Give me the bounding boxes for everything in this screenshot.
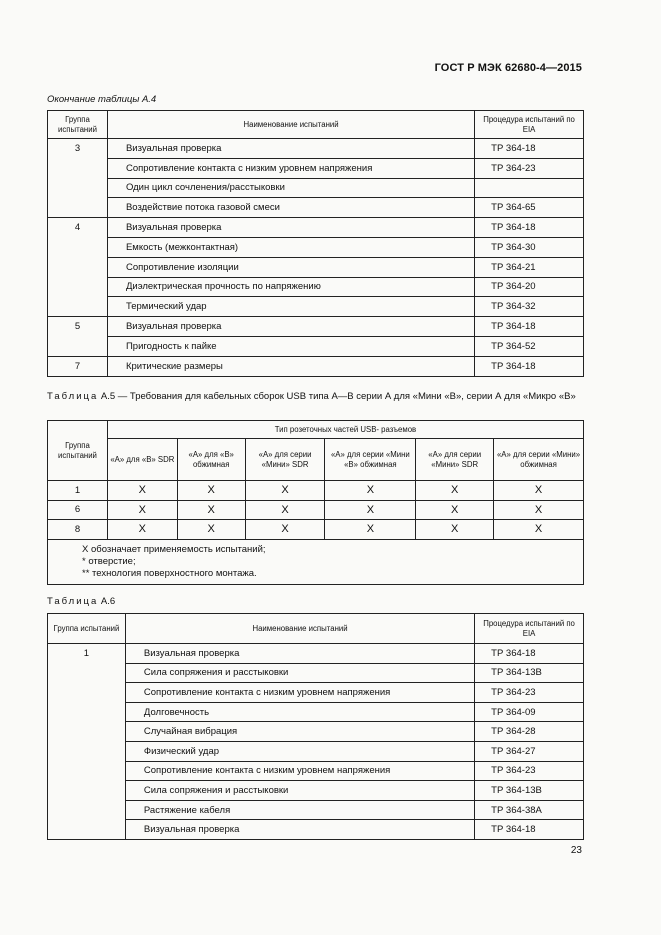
group-cell (48, 178, 108, 198)
table-row (48, 644, 584, 664)
table-a6 (47, 613, 584, 840)
group-cell (48, 257, 108, 277)
table-a6-header-proc: Процедура испытаний по EIA (475, 614, 584, 644)
procedure-cell: ТР 364-18 (475, 644, 584, 664)
applicability-mark: Х (107, 500, 177, 520)
table-a4-caption: Окончание таблицы А.4 (47, 94, 157, 105)
applicability-mark: Х (177, 520, 245, 540)
test-name-cell: Физический удар (125, 741, 474, 761)
group-cell: 1 (48, 481, 108, 501)
applicability-mark: Х (177, 500, 245, 520)
test-name-cell: Пригодность к пайке (107, 336, 474, 356)
group-cell (48, 741, 126, 761)
group-cell (48, 336, 108, 356)
table-a5-subheader: «А» для «В» обжимная (177, 439, 245, 481)
applicability-mark: Х (416, 500, 494, 520)
test-name-cell: Сила сопряжения и расстыковки (125, 781, 474, 801)
applicability-mark: Х (325, 481, 416, 501)
procedure-cell (475, 178, 584, 198)
test-name-cell: Критические размеры (107, 356, 474, 376)
table-row (48, 761, 584, 781)
test-name-cell: Сопротивление изоляции (107, 257, 474, 277)
procedure-cell: ТР 364-23 (475, 683, 584, 703)
note-line: ** технология поверхностного монтажа. (82, 567, 257, 579)
group-cell (48, 800, 126, 820)
group-cell (48, 277, 108, 297)
test-name-cell: Диэлектрическая прочность по напряжению (107, 277, 474, 297)
test-name-cell: Случайная вибрация (125, 722, 474, 742)
table-row (48, 500, 584, 520)
procedure-cell: ТР 364-52 (475, 336, 584, 356)
group-cell (48, 683, 126, 703)
table-row (48, 139, 584, 159)
table-row (48, 158, 584, 178)
group-cell (48, 237, 108, 257)
table-row (48, 178, 584, 198)
applicability-mark: Х (177, 481, 245, 501)
procedure-cell: ТР 364-18 (475, 218, 584, 238)
table-row (48, 297, 584, 317)
table-a4 (47, 110, 584, 377)
table-a4-header-proc: Процедура испытаний по EIA (475, 111, 584, 139)
table-a4-header-group: Группа испытаний (48, 111, 108, 139)
table-a5-notes (48, 539, 584, 584)
test-name-cell: Емкость (межконтактная) (107, 237, 474, 257)
applicability-mark: Х (107, 520, 177, 540)
test-name-cell: Визуальная проверка (107, 218, 474, 238)
table-a5-subheader: «А» для серии «Мини» SDR (416, 439, 494, 481)
test-name-cell: Визуальная проверка (125, 820, 474, 840)
procedure-cell: ТР 364-18 (475, 317, 584, 337)
procedure-cell: ТР 364-30 (475, 237, 584, 257)
test-name-cell: Долговечность (125, 702, 474, 722)
procedure-cell: ТР 364-23 (475, 761, 584, 781)
group-cell: 6 (48, 500, 108, 520)
table-row (48, 481, 584, 501)
group-cell (48, 663, 126, 683)
procedure-cell: ТР 364-65 (475, 198, 584, 218)
test-name-cell: Сопротивление контакта с низким уровнем напряжения (125, 761, 474, 781)
procedure-cell: ТР 364-13В (475, 663, 584, 683)
test-name-cell: Термический удар (107, 297, 474, 317)
table-row (48, 218, 584, 238)
table-row (48, 820, 584, 840)
group-cell (48, 158, 108, 178)
applicability-mark: Х (494, 500, 584, 520)
table-row (48, 800, 584, 820)
group-cell: 4 (48, 218, 108, 238)
procedure-cell: ТР 364-32 (475, 297, 584, 317)
table-row (48, 317, 584, 337)
table-a5-subheader: «А» для серии «Мини «В» обжимная (325, 439, 416, 481)
table-row (48, 781, 584, 801)
note-line: * отверстие; (82, 555, 136, 567)
table-row (48, 356, 584, 376)
test-name-cell: Сопротивление контакта с низким уровнем напряжения (125, 683, 474, 703)
table-a5-caption-label: Таблица (47, 391, 99, 402)
procedure-cell: ТР 364-28 (475, 722, 584, 742)
procedure-cell: ТР 364-23 (475, 158, 584, 178)
table-row (48, 277, 584, 297)
test-name-cell: Один цикл сочленения/расстыковки (107, 178, 474, 198)
procedure-cell: ТР 364-38А (475, 800, 584, 820)
table-a6-caption-text: А.6 (98, 596, 116, 607)
applicability-mark: Х (416, 520, 494, 540)
applicability-mark: Х (245, 500, 325, 520)
procedure-cell: ТР 364-13В (475, 781, 584, 801)
table-a6-caption-label: Таблица (47, 596, 99, 607)
table-a5-caption (47, 390, 584, 403)
test-name-cell: Визуальная проверка (107, 139, 474, 159)
table-row (48, 683, 584, 703)
table-row (48, 722, 584, 742)
table-a5-subheader: «А» для «В» SDR (107, 439, 177, 481)
applicability-mark: Х (325, 500, 416, 520)
group-cell (48, 781, 126, 801)
test-name-cell: Визуальная проверка (107, 317, 474, 337)
group-cell: 5 (48, 317, 108, 337)
table-row (48, 257, 584, 277)
table-a5 (47, 420, 584, 585)
procedure-cell: ТР 364-18 (475, 820, 584, 840)
table-row (48, 237, 584, 257)
table-row (48, 663, 584, 683)
applicability-mark: Х (325, 520, 416, 540)
group-cell: 1 (48, 644, 126, 664)
procedure-cell: ТР 364-09 (475, 702, 584, 722)
group-cell (48, 198, 108, 218)
group-cell: 7 (48, 356, 108, 376)
table-a5-subheader: «А» для серии «Мини» обжимная (494, 439, 584, 481)
applicability-mark: Х (494, 520, 584, 540)
table-row (48, 520, 584, 540)
group-cell (48, 297, 108, 317)
table-a5-header-type: Тип розеточных частей USB- разъемов (107, 421, 583, 439)
table-row (48, 741, 584, 761)
applicability-mark: Х (416, 481, 494, 501)
test-name-cell: Воздействие потока газовой смеси (107, 198, 474, 218)
procedure-cell: ТР 364-18 (475, 356, 584, 376)
table-a5-caption-text: А.5 — Требования для кабельных сборок USB типа А—В серии А для «Мини «В», серии А для «Микро «В» (98, 391, 576, 402)
test-name-cell: Сопротивление контакта с низким уровнем напряжения (107, 158, 474, 178)
procedure-cell: ТР 364-21 (475, 257, 584, 277)
table-a6-caption (47, 596, 115, 607)
table-a4-header-name: Наименование испытаний (107, 111, 474, 139)
test-name-cell: Растяжение кабеля (125, 800, 474, 820)
table-a5-header-group: Группа испытаний (48, 421, 108, 481)
group-cell (48, 722, 126, 742)
procedure-cell: ТР 364-20 (475, 277, 584, 297)
table-a6-header-name: Наименование испытаний (125, 614, 474, 644)
table-row (48, 336, 584, 356)
table-a6-header-group: Группа испытаний (48, 614, 126, 644)
applicability-mark: Х (107, 481, 177, 501)
group-cell: 3 (48, 139, 108, 159)
procedure-cell: ТР 364-27 (475, 741, 584, 761)
procedure-cell: ТР 364-18 (475, 139, 584, 159)
page-number: 23 (570, 845, 582, 856)
test-name-cell: Визуальная проверка (125, 644, 474, 664)
table-row (48, 702, 584, 722)
group-cell (48, 820, 126, 840)
table-a5-subheader: «А» для серии «Мини» SDR (245, 439, 325, 481)
test-name-cell: Сила сопряжения и расстыковки (125, 663, 474, 683)
group-cell: 8 (48, 520, 108, 540)
group-cell (48, 702, 126, 722)
table-row (48, 198, 584, 218)
applicability-mark: Х (245, 481, 325, 501)
document-header: ГОСТ Р МЭК 62680-4—2015 (434, 62, 582, 74)
group-cell (48, 761, 126, 781)
note-line: Х обозначает применяемость испытаний; (82, 543, 266, 555)
applicability-mark: Х (494, 481, 584, 501)
applicability-mark: Х (245, 520, 325, 540)
notes-row (48, 539, 584, 584)
